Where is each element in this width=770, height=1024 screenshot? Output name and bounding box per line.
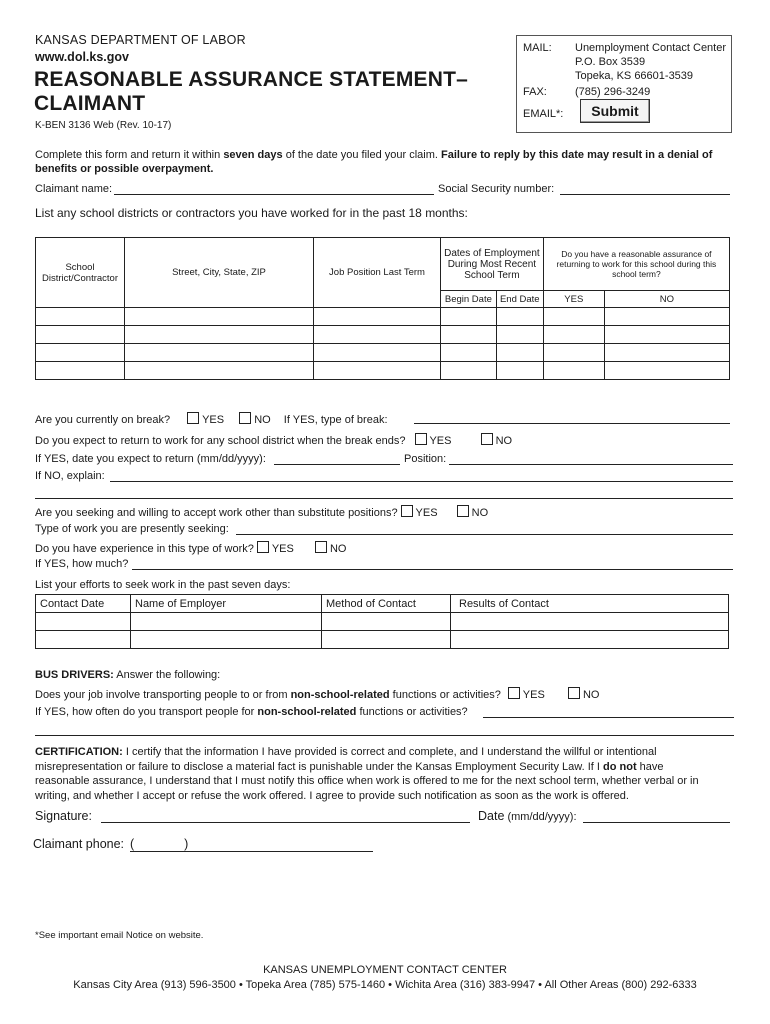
type-work-label: Type of work you are presently seeking: xyxy=(35,523,229,535)
position-label: Position: xyxy=(404,453,447,465)
submit-button[interactable]: Submit xyxy=(580,99,650,123)
return-date-label: If YES, date you expect to return (mm/dd/yyyy): xyxy=(35,453,266,465)
bus-label: BUS DRIVERS: xyxy=(35,669,114,681)
phone-label: Claimant phone: xyxy=(33,837,125,851)
schools-table xyxy=(35,237,730,380)
footer-areas: Kansas City Area (913) 596-3500 • Topeka Area (785) 575-1460 • Wichita Area (316) 383-9947 • All Other Areas (800) 292-6333 xyxy=(73,979,697,991)
cert-text2b: have xyxy=(636,760,664,773)
mail-line-3: Topeka, KS 66601-3539 xyxy=(575,70,694,82)
mail-label: MAIL: xyxy=(523,42,552,54)
bus-q1-bold: non-school-related xyxy=(290,689,390,701)
form-title xyxy=(34,68,468,116)
footer-center: KANSAS UNEMPLOYMENT CONTACT CENTER xyxy=(263,964,507,976)
table-row[interactable] xyxy=(36,344,730,362)
seeking-no-checkbox[interactable] xyxy=(457,505,469,517)
how-much-label: If YES, how much? xyxy=(35,558,129,570)
cert-text1: I certify that the information I have provided is correct and complete, and I understand the willful or intentional xyxy=(122,746,657,758)
break-no-label: NO xyxy=(254,414,271,426)
phone-field[interactable] xyxy=(130,837,373,852)
title-line-1: REASONABLE ASSURANCE STATEMENT– xyxy=(34,68,469,91)
mail-line-2: P.O. Box 3539 xyxy=(575,56,646,68)
fax-value: (785) 296-3249 xyxy=(575,86,651,98)
col-job: Job Position Last Term xyxy=(314,238,441,308)
bus-no-label: NO xyxy=(582,689,600,701)
intro-bold2: Failure to reply by this date may result in a denial of xyxy=(441,149,713,161)
signature-label: Signature: xyxy=(35,809,92,823)
explain-field[interactable] xyxy=(110,470,733,482)
bus-q2-part1: If YES, how often do you transport people for xyxy=(35,706,258,718)
bus-q1-part1: Does your job involve transporting people to or from xyxy=(35,689,291,701)
date-label: Date xyxy=(478,809,505,823)
explain-label: If NO, explain: xyxy=(35,470,105,482)
website-link[interactable]: www.dol.ks.gov xyxy=(35,50,129,64)
agency-name: KANSAS DEPARTMENT OF LABOR xyxy=(35,33,246,47)
cert-text4: writing, and whether I accept or refuse the work offered. I agree to provide such notification as soon as the work is offered. xyxy=(35,789,629,802)
return-date-field[interactable] xyxy=(274,453,400,465)
type-work-field[interactable] xyxy=(236,523,733,535)
explain-field-line-2[interactable] xyxy=(35,498,733,499)
experience-no-label: NO xyxy=(329,543,347,555)
col-contact-date: Contact Date xyxy=(36,595,131,613)
sub-yes: YES xyxy=(543,291,604,308)
bus-yes-checkbox[interactable] xyxy=(508,687,520,699)
sub-no: NO xyxy=(604,291,729,308)
claimant-name-field[interactable] xyxy=(114,183,434,195)
phone-mid: ) xyxy=(184,837,189,851)
intro-bold3: benefits or possible overpayment. xyxy=(35,163,214,175)
col-assurance: Do you have a reasonable assurance of returning to work for this school during this school term? xyxy=(543,238,729,291)
return-no-checkbox[interactable] xyxy=(481,433,493,445)
bus-intro: Answer the following: xyxy=(113,669,221,681)
date-label-wrap xyxy=(478,809,577,823)
contact-box xyxy=(516,35,732,133)
claimant-name-label: Claimant name: xyxy=(35,183,113,195)
email-notice: *See important email Notice on website. xyxy=(35,930,204,941)
intro-part2: of the date you filed your claim. xyxy=(282,149,442,161)
bus-frequency-field[interactable] xyxy=(483,706,734,718)
seeking-question: Are you seeking and willing to accept work other than substitute positions? xyxy=(35,507,398,519)
date-field[interactable] xyxy=(583,810,730,823)
return-yes-checkbox[interactable] xyxy=(415,433,427,445)
table-row[interactable] xyxy=(36,631,729,649)
break-no-checkbox[interactable] xyxy=(239,412,251,424)
bus-heading xyxy=(35,669,220,681)
how-much-field[interactable] xyxy=(132,558,733,570)
table-row[interactable] xyxy=(36,362,730,380)
email-label: EMAIL*: xyxy=(523,108,564,120)
experience-no-checkbox[interactable] xyxy=(315,541,327,553)
bus-q2-bold: non-school-related xyxy=(257,706,357,718)
ssn-field[interactable] xyxy=(560,183,730,195)
table-row[interactable] xyxy=(36,326,730,344)
col-dates: Dates of Employment During Most Recent School Term xyxy=(441,238,544,291)
sub-begin: Begin Date xyxy=(441,291,497,308)
date-format: (mm/dd/yyyy): xyxy=(504,811,577,823)
signature-field[interactable] xyxy=(101,810,470,823)
return-question: Do you expect to return to work for any school district when the break ends? xyxy=(35,435,406,447)
seeking-no-label: NO xyxy=(471,507,489,519)
certification-text xyxy=(35,745,735,803)
schools-heading: List any school districts or contractors you have worked for in the past 18 months: xyxy=(35,206,468,220)
intro-bold1: seven days xyxy=(223,149,283,161)
bus-frequency-line-2[interactable] xyxy=(35,735,734,736)
break-question: Are you currently on break? xyxy=(35,414,171,426)
return-no-label: NO xyxy=(495,435,513,447)
table-row[interactable] xyxy=(36,613,729,631)
break-type-label: If YES, type of break: xyxy=(283,414,388,426)
break-yes-label: YES xyxy=(202,414,225,426)
position-field[interactable] xyxy=(449,453,733,465)
cert-bold: do not xyxy=(603,760,637,773)
experience-question: Do you have experience in this type of work? xyxy=(35,543,254,555)
fax-label: FAX: xyxy=(523,86,547,98)
break-type-field[interactable] xyxy=(414,412,730,424)
phone-prefix: ( xyxy=(130,837,135,851)
experience-yes-label: YES xyxy=(271,543,294,555)
col-results: Results of Contact xyxy=(451,595,729,613)
table-row[interactable] xyxy=(36,308,730,326)
col-school: School District/Contractor xyxy=(36,238,125,308)
cert-label: CERTIFICATION: xyxy=(35,746,123,758)
col-street: Street, City, State, ZIP xyxy=(125,238,314,308)
experience-yes-checkbox[interactable] xyxy=(257,541,269,553)
col-employer: Name of Employer xyxy=(131,595,322,613)
seeking-yes-label: YES xyxy=(415,507,438,519)
cert-text3: reasonable assurance, I understand that I must notify this office when work is offered to me for the next school term, whether verbal or in xyxy=(35,775,699,787)
break-yes-checkbox[interactable] xyxy=(187,412,199,424)
seeking-yes-checkbox[interactable] xyxy=(401,505,413,517)
cert-text2: misrepresentation or failure to disclose a material fact is punishable under the Kansas Employment Security Law. If I xyxy=(35,760,604,773)
col-method: Method of Contact xyxy=(322,595,451,613)
intro-text xyxy=(35,148,735,176)
efforts-label: List your efforts to seek work in the past seven days: xyxy=(35,579,291,591)
bus-yes-label: YES xyxy=(522,689,545,701)
contacts-table xyxy=(35,594,729,649)
bus-no-checkbox[interactable] xyxy=(568,687,580,699)
form-number: K-BEN 3136 Web (Rev. 10-17) xyxy=(35,120,172,131)
intro-part1: Complete this form and return it within xyxy=(35,149,224,161)
mail-line-1: Unemployment Contact Center xyxy=(575,42,727,54)
bus-q1-part2: functions or activities? xyxy=(389,689,501,701)
title-line-2: CLAIMANT xyxy=(34,92,146,115)
bus-q2-part2: functions or activities? xyxy=(356,706,468,718)
ssn-label: Social Security number: xyxy=(438,183,555,195)
return-yes-label: YES xyxy=(429,435,452,447)
sub-end: End Date xyxy=(496,291,543,308)
